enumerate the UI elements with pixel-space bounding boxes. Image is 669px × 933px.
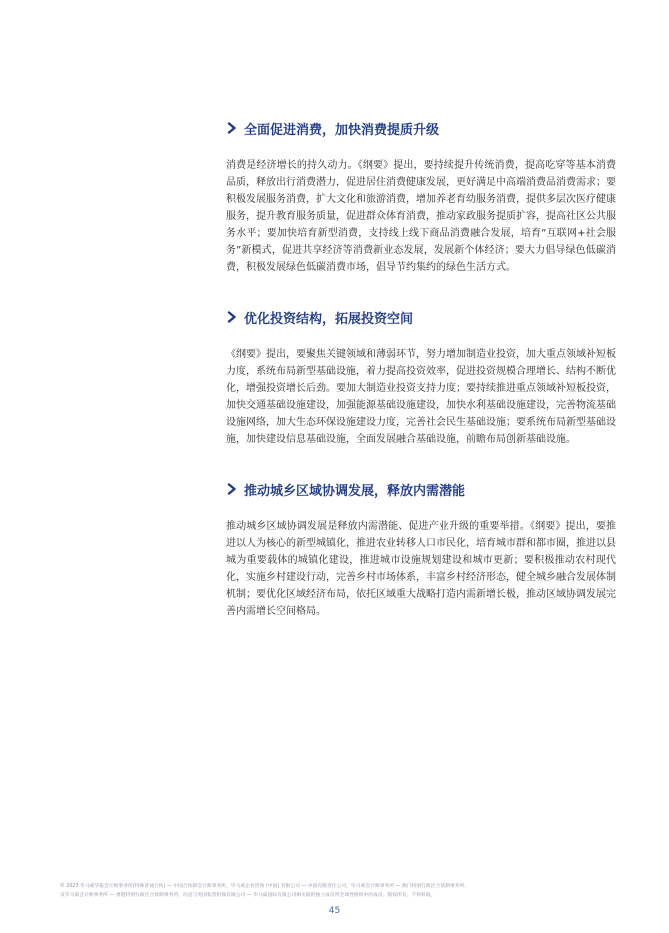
section-body: 《纲要》提出，要聚焦关键领域和薄弱环节，努力增加制造业投资，加大重点领域补短板力度，系统布局新型基础设施，着力提高投资效率，促进投资规模合理增长、结构不断优化，增强投资增长后劲。要加大制造业投资支持力度；要持续推进重点领域补短板投资，加快交通基础设施建设，加强能源基础设施建设，加快水利基础设施建设，完善物流基础设施网络，加大生态环保设施建设力度，完善社会民生基础设施；要系统布局新型基础设施，加快建设信息基础设施，全面发展融合基础设施，前瞻布局创新基础设施。 [226,349,616,445]
chevron-right-icon [226,483,238,495]
section-title: 推动城乡区域协调发展，释放内需潜能 [244,483,466,499]
section-body: 消费是经济增长的持久动力。《纲要》提出，要持续提升传统消费，提高吃穿等基本消费品质，释放出行消费潜力，促进居住消费健康发展，更好满足中高端消费品消费需求；要积极发展服务消费，扩大文化和旅游消费，增加养老育幼服务消费，提供多层次医疗健康服务，提升教育服务质量，促进群众体育消费，推动家政服务提质扩容，提高社区公共服务水平；要加快培育新型消费，支持线上线下商品消费融合发展，培育“互联网+社会服务”新模式，促进共享经济等消费新业态发展，发展新个体经济；要大力倡导绿色低碳消费，积极发展绿色低碳消费市场，倡导节约集约的绿色生活方式。 [226,160,616,273]
footer-copyright [60,882,620,900]
main-content [226,115,616,648]
footer-line: © 2023 毕马威华振会计师事务所(特殊普通合伙) — 中国合伙制会计师事务所，毕马威企业咨询 (中国) 有限公司 — 中国有限责任公司，毕马威会计师事务所 — 澳门特别行政区合伙制事务所， [60,884,470,889]
section-consumption [226,115,616,276]
section-title: 优化投资结构，拓展投资空间 [244,311,414,327]
footer-line: 及毕马威会计师事务所 — 香港特别行政区合伙制事务所，均是与英国私营担保有限公司 — 毕马威国际有限公司相关联的独立成员所全球性组织中的成员。版权所有，不得转载。 [60,893,436,898]
section-heading [226,115,616,141]
section-title: 全面促进消费，加快消费提质升级 [244,122,440,138]
chevron-right-icon [226,122,238,134]
section-body: 推动城乡区域协调发展是释放内需潜能、促进产业升级的重要举措。《纲要》提出，要推进以人为核心的新型城镇化，推进农业转移人口市民化，培育城市群和都市圈，推进以县城为重要载体的城镇化建设，推进城市设施规划建设和城市更新；要积极推动农村现代化，实施乡村建设行动，完善乡村市场体系，丰富乡村经济形态，健全城乡融合发展体制机制；要优化区域经济布局，依托区域重大战略打造内需新增长极，推动区域协调发展完善内需增长空间格局。 [226,521,616,617]
section-urban-rural [226,476,616,620]
page-number: 45 [328,906,341,916]
section-heading [226,476,616,502]
section-heading [226,304,616,330]
section-investment [226,304,616,448]
chevron-right-icon [226,311,238,323]
